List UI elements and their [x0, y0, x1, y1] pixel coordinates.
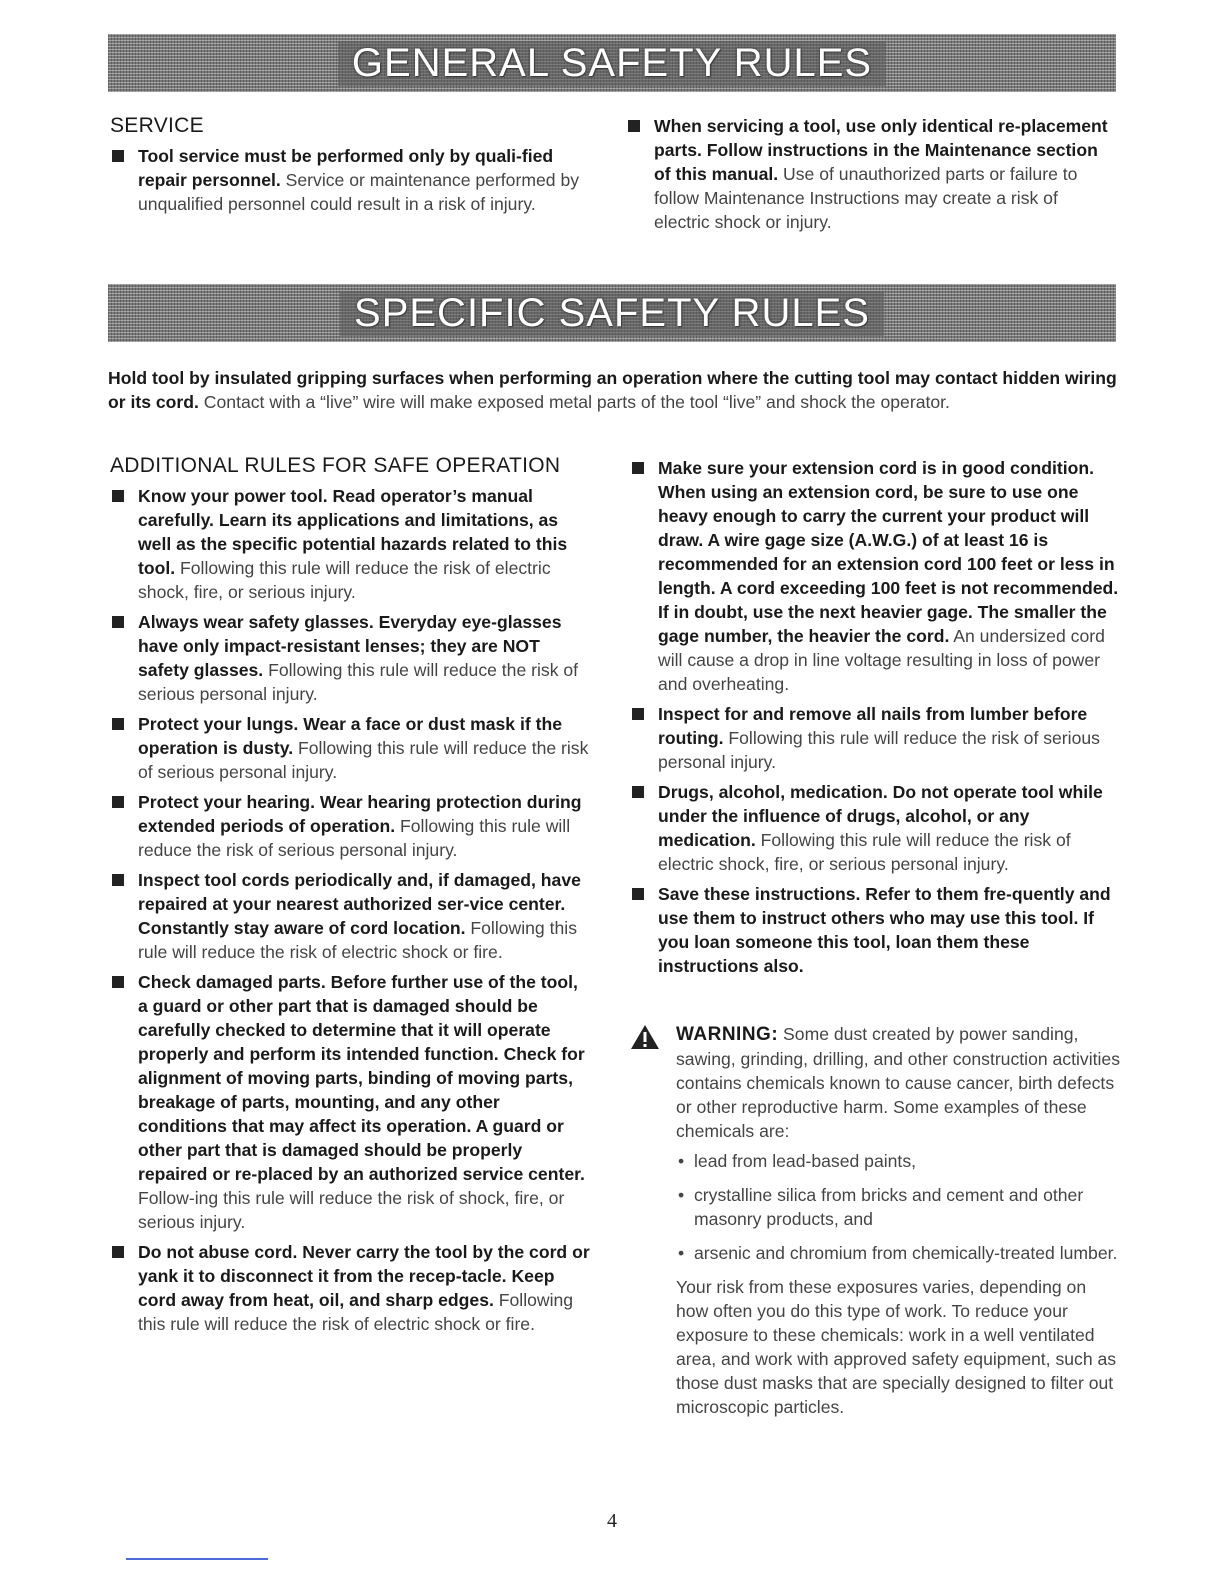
rule-item — [110, 868, 592, 964]
warning-text: Some dust created by power sanding, sawing, grinding, drilling, and other construction activities contains chemicals known to cause cancer, birth defects or other reproductive harm. Some examples of these chemicals are: — [676, 1024, 1120, 1141]
additional-right-column — [630, 456, 1120, 984]
rule-item — [630, 702, 1120, 774]
rule-item — [110, 1240, 592, 1336]
rule-text: Follow-ing this rule will reduce the risk of shock, fire, or serious injury. — [138, 1188, 565, 1232]
square-bullet-icon — [632, 708, 644, 720]
square-bullet-icon — [632, 786, 644, 798]
service-heading: SERVICE — [110, 114, 204, 137]
square-bullet-icon — [112, 150, 124, 162]
rule-bold: Do not abuse cord. Never carry the tool by the cord or yank it to disconnect it from the recep-tacle. Keep cord away from heat, oil, and sharp edges. — [138, 1242, 590, 1310]
square-bullet-icon — [112, 616, 124, 628]
warning-label: WARNING: — [676, 1024, 779, 1045]
warning-body — [630, 1022, 1120, 1419]
service-left-column — [110, 114, 590, 222]
specific-safety-title: SPECIFIC SAFETY RULES — [340, 291, 884, 336]
service-rule — [626, 114, 1118, 234]
rule-bold: Know your power tool. Read operator’s manual carefully. Learn its applications and limitations, as well as the specific potential hazards related to this tool. — [138, 486, 568, 578]
general-safety-title: GENERAL SAFETY RULES — [338, 41, 886, 86]
square-bullet-icon — [632, 888, 644, 900]
rule-text: Following this rule will reduce the risk of electric shock or fire. — [138, 1290, 574, 1334]
intro-paragraph — [108, 366, 1118, 414]
square-bullet-icon — [112, 718, 124, 730]
intro-text: Contact with a “live” wire will make exposed metal parts of the tool “live” and shock the operator. — [198, 392, 950, 412]
rule-text: Following this rule will reduce the risk of electric shock, fire, or serious personal injury. — [658, 830, 1071, 874]
rule-item — [630, 882, 1120, 978]
square-bullet-icon — [632, 462, 644, 474]
general-safety-banner — [108, 34, 1116, 92]
square-bullet-icon — [112, 1246, 124, 1258]
rule-text: Use of unauthorized parts or failure to follow Maintenance Instructions may create a risk of electric shock or injury. — [654, 164, 1078, 232]
rule-text: Following this rule will reduce the risk of serious personal injury. — [138, 816, 571, 860]
rule-item — [110, 484, 592, 604]
rule-bold: Always wear safety glasses. Everyday eye-glasses have only impact-resistant lenses; they are NOT safety glasses. — [138, 612, 562, 680]
rule-bold: Save these instructions. Refer to them fre-quently and use them to instruct others who may use this tool. If you loan someone this tool, loan them these instructions also. — [658, 884, 1111, 976]
rule-bold: Protect your hearing. Wear hearing protection during extended periods of operation. — [138, 792, 582, 836]
service-right-column — [626, 114, 1118, 240]
square-bullet-icon — [112, 490, 124, 502]
rule-bold: Inspect for and remove all nails from lumber before routing. — [658, 704, 1088, 748]
rule-bold: Drugs, alcohol, medication. Do not operate tool while under the influence of drugs, alcohol, or any medication. — [658, 782, 1103, 850]
rule-text: An undersized cord will cause a drop in line voltage resulting in loss of power and overheating. — [658, 626, 1105, 694]
additional-left-column — [110, 454, 592, 1342]
square-bullet-icon — [112, 874, 124, 886]
rule-text: Following this rule will reduce the risk of serious personal injury. — [658, 728, 1100, 772]
rule-text: Following this rule will reduce the risk of electric shock or fire. — [138, 918, 577, 962]
rule-text: Following this rule will reduce the risk of serious personal injury. — [138, 660, 579, 704]
service-rule — [110, 144, 590, 216]
rule-text: Following this rule will reduce the risk of serious personal injury. — [138, 738, 589, 782]
rule-bold: Protect your lungs. Wear a face or dust mask if the operation is dusty. — [138, 714, 562, 758]
page-number: 4 — [607, 1510, 617, 1532]
specific-safety-banner — [108, 284, 1116, 342]
rule-bold: Check damaged parts. Before further use of the tool, a guard or other part that is damaged should be carefully checked to determine that it will operate properly and perform its intended function. Check for alignment of moving parts, binding of moving parts, breakage of parts, mounting, and any other conditions that may affect its operation. A guard or other part that is damaged should be properly repaired or re-placed by an authorized service center. — [138, 972, 585, 1184]
rule-bold: Make sure your extension cord is in good condition. When using an extension cord, be sure to use one heavy enough to carry the current your product will draw. A wire gage size (A.W.G.) of at least 16 is recommended for an extension cord 100 feet or less in length. A cord exceeding 100 feet is not recommended. If in doubt, use the next heavier gage. The smaller the gage number, the heavier the cord. — [658, 458, 1119, 646]
rule-bold: Tool service must be performed only by quali-fied repair personnel. — [138, 146, 554, 190]
warning-list — [676, 1149, 1120, 1265]
rule-item — [110, 610, 592, 706]
rule-bold: Inspect tool cords periodically and, if damaged, have repaired at your nearest authorized ser-vice center. Constantly stay aware of cord location. — [138, 870, 581, 938]
rule-item — [630, 780, 1120, 876]
rule-text: Following this rule will reduce the risk of electric shock, fire, or serious injury. — [138, 558, 551, 602]
additional-heading: ADDITIONAL RULES FOR SAFE OPERATION — [110, 454, 561, 477]
warning-triangle-icon — [630, 1024, 660, 1050]
rule-text: Service or maintenance performed by unqualified personnel could result in a risk of injury. — [138, 170, 580, 214]
rule-item — [110, 790, 592, 862]
list-item: • lead from lead-based paints, — [676, 1149, 1120, 1173]
warning-tail: Your risk from these exposures varies, depending on how often you do this type of work. To reduce your exposure to these chemicals: work in a well ventilated area, and work with approved safety equipment, such as those dust masks that are specially designed to filter out microscopic particles. — [676, 1277, 1117, 1417]
square-bullet-icon — [628, 120, 640, 132]
rule-bold: When servicing a tool, use only identical re-placement parts. Follow instructions in the Maintenance section of this manual. — [654, 116, 1108, 184]
list-item: • arsenic and chromium from chemically-treated lumber. — [676, 1241, 1120, 1265]
footer-divider — [126, 1558, 268, 1560]
list-item: • crystalline silica from bricks and cement and other masonry products, and — [676, 1183, 1120, 1231]
rule-item — [110, 712, 592, 784]
square-bullet-icon — [112, 796, 124, 808]
warning-block — [630, 1022, 1120, 1419]
square-bullet-icon — [112, 976, 124, 988]
intro-bold: Hold tool by insulated gripping surfaces when performing an operation where the cutting tool may contact hidden wiring or its cord. — [108, 368, 1117, 412]
rule-item — [110, 970, 592, 1234]
rule-item — [630, 456, 1120, 696]
